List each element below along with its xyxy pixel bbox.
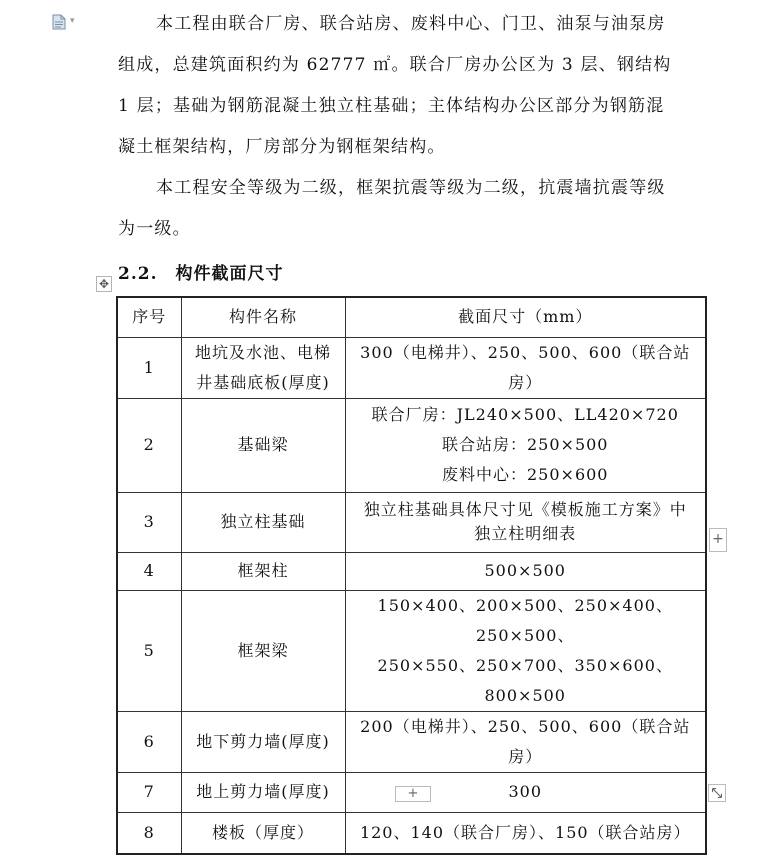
row-number-cell: 4	[117, 552, 181, 590]
component-name-cell	[181, 590, 345, 711]
add-row-button[interactable]: +	[395, 786, 431, 802]
dimension-table	[116, 296, 707, 855]
section-size-line: 500×500	[484, 561, 566, 580]
section-size-line: 300（电梯井）、250、500、600（联合站房）	[360, 342, 691, 392]
component-name-cell	[181, 398, 345, 492]
table-row	[117, 711, 706, 772]
section-size-line: 废料中心：250×600	[442, 465, 609, 484]
chevron-down-icon[interactable]: ▾	[70, 16, 75, 26]
row-number-cell: 3	[117, 492, 181, 552]
body-paragraph: 本工程安全等级为二级，框架抗震等级为二级，抗震墙抗震等级为一级。	[118, 178, 666, 239]
table-row	[117, 552, 706, 590]
section-number: 2.2.	[118, 264, 158, 284]
section-size-cell	[345, 552, 706, 590]
section-size-cell	[345, 711, 706, 772]
table-row	[117, 398, 706, 492]
table-row	[117, 590, 706, 711]
component-name-line: 地坑及水池、电梯	[194, 342, 331, 362]
component-name-cell	[181, 552, 345, 590]
section-size-line: 300	[508, 782, 543, 801]
component-name-cell	[181, 772, 345, 812]
section-title: 构件截面尺寸	[175, 264, 284, 284]
section-size-cell	[345, 337, 706, 398]
row-number-cell: 8	[117, 812, 181, 854]
section-size-cell	[345, 590, 706, 711]
section-heading	[118, 258, 284, 290]
section-size-line: 独立柱基础具体尺寸见《模板施工方案》中	[363, 500, 687, 519]
add-column-button[interactable]: +	[709, 528, 727, 552]
header-cell-size: 截面尺寸（mm）	[345, 297, 706, 337]
row-number-cell: 1	[117, 337, 181, 398]
component-name-cell	[181, 711, 345, 772]
table-row	[117, 492, 706, 552]
table-row	[117, 337, 706, 398]
body-paragraph: 本工程由联合厂房、联合站房、废料中心、门卫、油泵与油泵房组成，总建筑面积约为 62777 ㎡。联合厂房办公区为 3 层、钢结构 1 层；基础为钢筋混凝土独立柱基础；主体结构办公区部分为钢筋混凝土框架结构，厂房部分为钢框架结构。	[118, 14, 672, 157]
component-name-line: 框架柱	[237, 561, 289, 580]
component-name-line: 地上剪力墙(厚度)	[196, 782, 330, 801]
component-name-cell	[181, 812, 345, 854]
component-name-line: 楼板（厚度）	[211, 822, 314, 842]
resize-diagonal-icon[interactable]	[708, 784, 726, 802]
section-size-line: 120、140（联合厂房）、150（联合站房）	[359, 822, 691, 842]
section-size-line: 联合厂房：JL240×500、LL420×720	[371, 405, 679, 424]
section-size-line: 联合站房：250×500	[442, 435, 609, 454]
header-cell-number: 序号	[117, 297, 181, 337]
section-size-line: 独立柱明细表	[474, 524, 577, 543]
row-number-cell: 7	[117, 772, 181, 812]
component-name-line: 独立柱基础	[220, 512, 306, 531]
row-number-cell: 6	[117, 711, 181, 772]
component-name-line: 框架梁	[237, 640, 289, 660]
component-name-line: 地下剪力墙(厚度)	[196, 731, 330, 751]
section-size-cell	[345, 812, 706, 854]
section-size-cell	[345, 492, 706, 552]
row-number-cell: 5	[117, 590, 181, 711]
document-icon[interactable]	[52, 14, 66, 30]
component-name-line: 井基础底板(厚度)	[196, 372, 330, 392]
component-name-cell	[181, 337, 345, 398]
table-move-handle-icon[interactable]: ✥	[96, 276, 112, 292]
row-number-cell: 2	[117, 398, 181, 492]
component-name-cell	[181, 492, 345, 552]
header-cell-name: 构件名称	[181, 297, 345, 337]
component-name-line: 基础梁	[237, 435, 289, 454]
section-size-cell	[345, 398, 706, 492]
section-size-line: 250×550、250×700、350×600、800×500	[377, 655, 673, 705]
table-row	[117, 812, 706, 854]
section-size-line: 200（电梯井）、250、500、600（联合站房）	[360, 716, 691, 766]
section-size-line: 150×400、200×500、250×400、250×500、	[377, 595, 673, 645]
